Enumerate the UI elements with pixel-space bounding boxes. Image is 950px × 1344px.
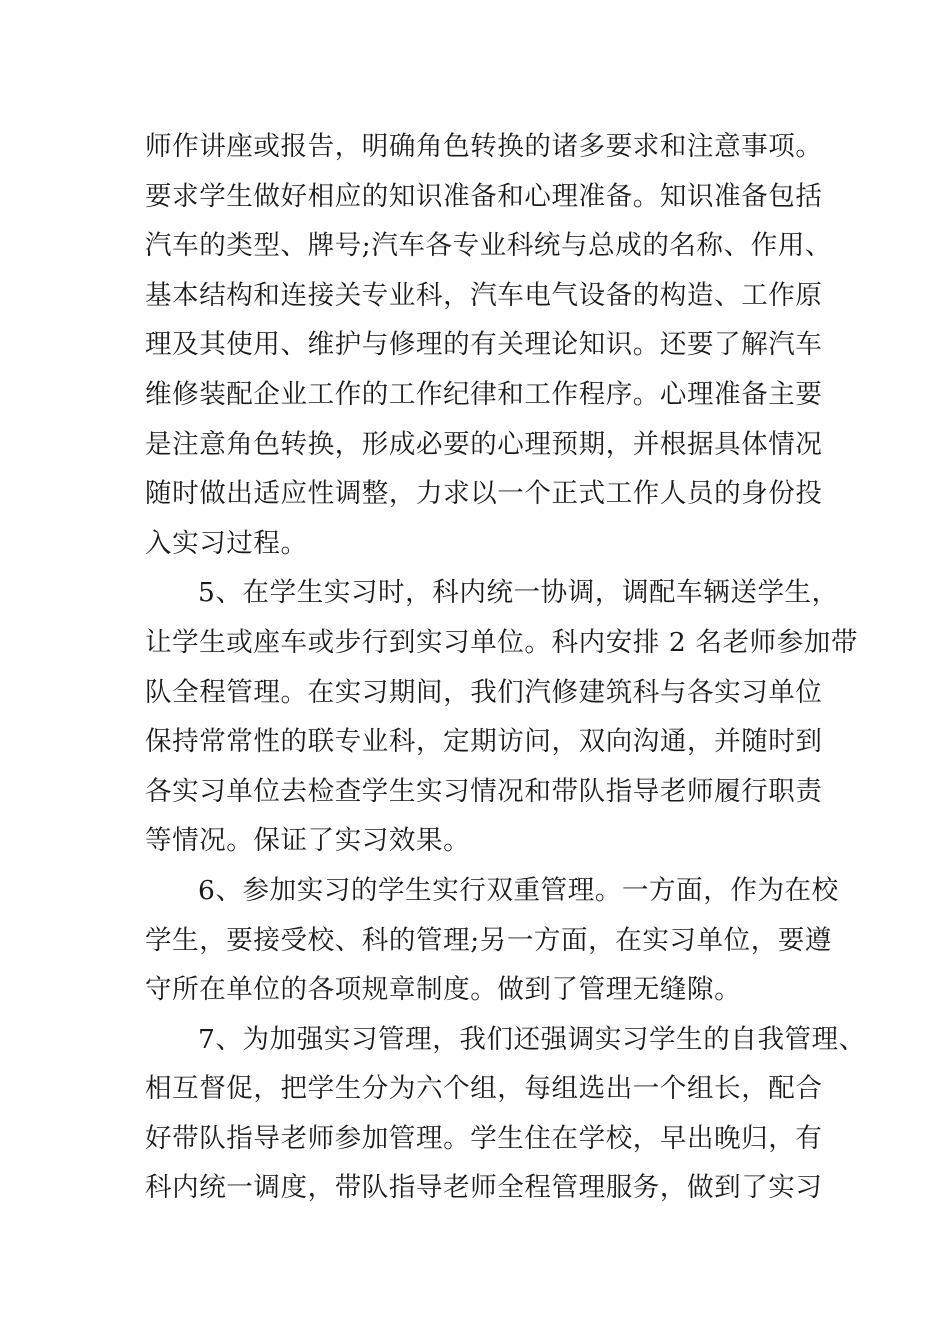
paragraph-5-first-line: 5、在学生实习时，科内统一协调，调配车辆送学生， [198,577,839,609]
text-line: 理及其使用、维护与修理的有关理论知识。还要了解汽车 [145,329,823,361]
text-line: 要求学生做好相应的知识准备和心理准备。知识准备包括 [145,180,823,212]
text-line: 保持常常性的联专业科，定期访问，双向沟通，并随时到 [145,726,823,758]
document-body [145,122,866,1213]
text-line: 维修装配企业工作的工作纪律和工作程序。心理准备主要 [145,378,823,410]
text-line: 好带队指导老师参加管理。学生住在学校，早出晚归，有 [145,1122,823,1154]
text-line: 守所在单位的各项规章制度。做到了管理无缝隙。 [145,974,742,1006]
text-line: 基本结构和连接关专业科，汽车电气设备的构造、工作原 [145,279,823,311]
text-line: 是注意角色转换，形成必要的心理预期，并根据具体情况 [145,428,823,460]
text-line: 随时做出适应性调整，力求以一个正式工作人员的身份投 [145,478,823,510]
text-line: 学生，要接受校、科的管理;另一方面，在实习单位，要遵 [145,924,833,956]
text-line: 汽车的类型、牌号;汽车各专业科统与总成的名称、作用、 [145,230,833,262]
text-line: 等情况。保证了实习效果。 [145,825,471,857]
text-line: 相互督促，把学生分为六个组，每组选出一个组长，配合 [145,1073,823,1105]
text-line: 队全程管理。在实习期间，我们汽修建筑科与各实习单位 [145,676,823,708]
text-line: 科内统一调度，带队指导老师全程管理服务，做到了实习 [145,1172,823,1204]
paragraph-7-first-line: 7、为加强实习管理，我们还强调实习学生的自我管理、 [198,1023,866,1055]
text-line: 让学生或座车或步行到实习单位。科内安排 2 名老师参加带 [145,626,859,658]
paragraph-6-first-line: 6、参加实习的学生实行双重管理。一方面，作为在校 [198,874,839,906]
text-line: 入实习过程。 [145,527,308,559]
text-line: 各实习单位去检查学生实习情况和带队指导老师履行职责 [145,775,823,807]
text-line: 师作讲座或报告，明确角色转换的诸多要求和注意事项。 [145,131,823,162]
